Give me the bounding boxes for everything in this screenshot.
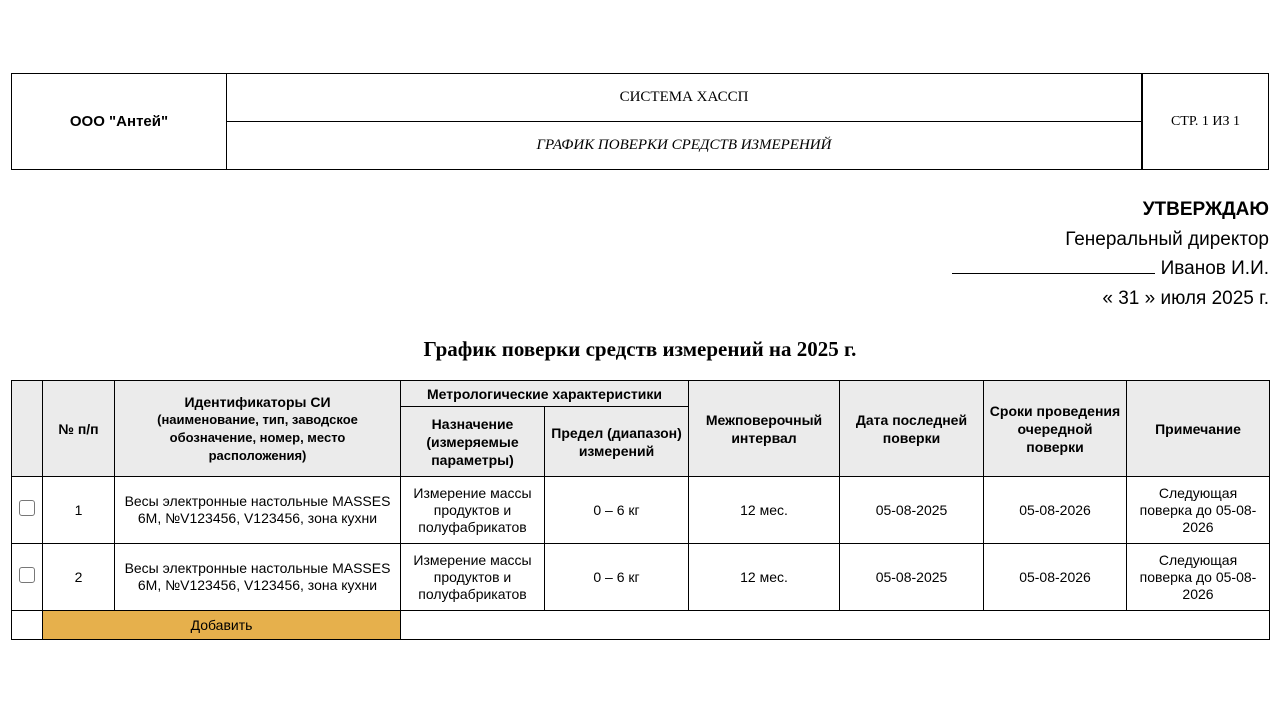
approval-position: Генеральный директор (1065, 228, 1269, 250)
cell-interval: 12 мес. (689, 544, 840, 611)
column-header-identifiers (115, 381, 401, 477)
identifiers-subtitle: (наименование, тип, заводское обозначение, номер, место расположения) (157, 411, 358, 463)
signature-line (952, 255, 1155, 274)
column-header-metrology: Метрологические характеристики (401, 381, 689, 407)
select-column-header (12, 381, 43, 477)
add-row-spacer (12, 611, 43, 640)
document-name: ГРАФИК ПОВЕРКИ СРЕДСТВ ИЗМЕРЕНИЙ (536, 137, 832, 153)
system-name: СИСТЕМА ХАССП (227, 74, 1141, 122)
page-indicator: СТР. 1 ИЗ 1 (1141, 74, 1268, 169)
cell-next-check: 05-08-2026 (984, 477, 1127, 544)
page-title: График поверки средств измерений на 2025 г. (423, 337, 857, 361)
cell-note: Следующая поверка до 05-08-2026 (1127, 544, 1270, 611)
cell-last-check: 05-08-2025 (840, 477, 984, 544)
column-header-note: Примечание (1127, 381, 1270, 477)
approval-title: УТВЕРЖДАЮ (1142, 199, 1269, 220)
identifiers-title: Идентификаторы СИ (184, 393, 331, 410)
cell-note: Следующая поверка до 05-08-2026 (1127, 477, 1270, 544)
cell-limit: 0 – 6 кг (545, 477, 689, 544)
document-header (11, 73, 1269, 170)
column-header-interval: Межповерочный интервал (689, 381, 840, 477)
column-header-limit: Предел (диапазон) измерений (545, 407, 689, 477)
cell-interval: 12 мес. (689, 477, 840, 544)
table-row (12, 477, 1270, 544)
approval-date: « 31 » июля 2025 г. (1102, 287, 1269, 309)
cell-num: 1 (43, 477, 115, 544)
add-row (12, 611, 1270, 640)
add-button-cell (43, 611, 401, 640)
column-header-next-check: Сроки проведения очередной поверки (984, 381, 1127, 477)
row-checkbox[interactable] (19, 500, 35, 516)
approval-name: Иванов И.И. (1160, 258, 1269, 279)
header-middle (227, 74, 1141, 169)
cell-purpose: Измерение массы продуктов и полуфабрикатов (401, 477, 545, 544)
cell-purpose: Измерение массы продуктов и полуфабрикатов (401, 544, 545, 611)
column-header-purpose: Назначение (измеряемые параметры) (401, 407, 545, 477)
cell-identifier: Весы электронные настольные MASSES 6M, №V123456, V123456, зона кухни (115, 477, 401, 544)
table-row (12, 544, 1270, 611)
add-row-empty (401, 611, 1270, 640)
row-select-cell (12, 544, 43, 611)
cell-last-check: 05-08-2025 (840, 544, 984, 611)
cell-limit: 0 – 6 кг (545, 544, 689, 611)
add-button[interactable]: Добавить (43, 611, 400, 639)
row-select-cell (12, 477, 43, 544)
row-checkbox[interactable] (19, 567, 35, 583)
calibration-table (11, 380, 1270, 640)
column-header-last-check: Дата последней поверки (840, 381, 984, 477)
approval-signature-row (952, 254, 1269, 284)
cell-next-check: 05-08-2026 (984, 544, 1127, 611)
approval-block (952, 195, 1269, 313)
cell-identifier: Весы электронные настольные MASSES 6M, №V123456, V123456, зона кухни (115, 544, 401, 611)
company-name: ООО "Антей" (12, 74, 227, 169)
cell-num: 2 (43, 544, 115, 611)
column-header-num: № п/п (43, 381, 115, 477)
